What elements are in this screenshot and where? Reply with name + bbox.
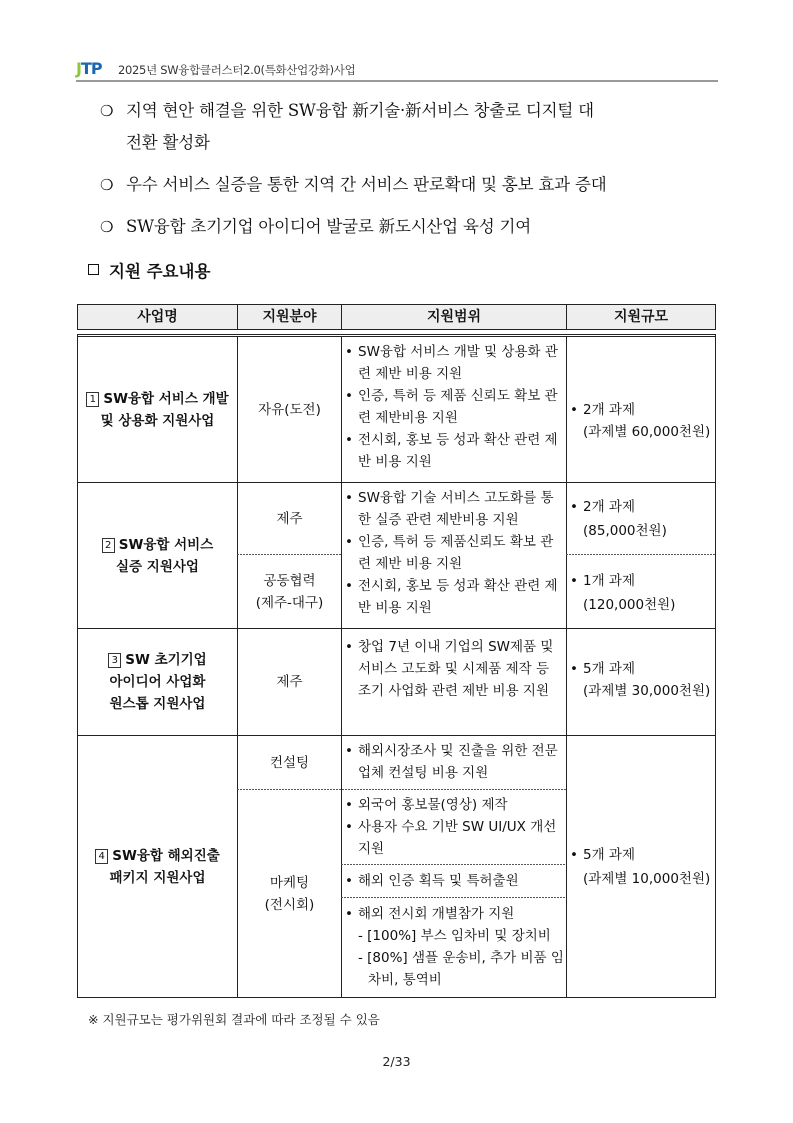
- project-name-cell: 4 SW융합 해외진출 패키지 지원사업: [78, 736, 237, 997]
- col-header-field: 지원분야: [262, 309, 317, 325]
- number-box: 2: [102, 538, 115, 553]
- jtp-logo: JTP: [76, 59, 102, 78]
- scope-cell: • 외국어 홍보물(영상) 제작 • 사용자 수요 기반 SW UI/UX 개선 지원: [344, 794, 566, 860]
- scope-cell: • SW융합 서비스 개발 및 상용화 관련 제반 비용 지원 • 인증, 특허 등 제품 신뢰도 확보 관련 제반비용 지원 • 전시회, 홍보 등 성과 확산 관련 제반 비용 지원: [344, 341, 566, 473]
- objective-item: ❍ 지역 현안 해결을 위한 SW융합 新기술·新서비스 창출로 디지털 대 전환 활성화: [100, 95, 594, 159]
- scale-cell: • 2개 과제 (85,000천원): [569, 496, 717, 542]
- scale-cell: • 5개 과제 (과제별 30,000천원): [569, 658, 717, 702]
- scale-cell: • 5개 과제 (과제별 10,000천원): [569, 844, 717, 890]
- field-cell: 자유(도전): [258, 401, 321, 418]
- project-name-cell: 2 SW융합 서비스 실증 지원사업: [78, 483, 237, 628]
- field-cell: 공동협력 (제주-대구): [255, 572, 324, 611]
- scope-cell: • 창업 7년 이내 기업의 SW제품 및 서비스 고도화 및 시제품 제작 등 조기 사업화 관련 제반 비용 지원: [344, 636, 566, 702]
- number-box: 4: [95, 849, 108, 864]
- col-header-scope: 지원범위: [426, 309, 482, 325]
- field-cell: 제주: [276, 674, 303, 690]
- section-title: 지원 주요내용: [88, 258, 210, 282]
- field-cell: 컨설팅: [269, 754, 310, 771]
- circle-bullet-icon: ❍: [100, 176, 114, 194]
- field-cell: 제주: [276, 510, 303, 527]
- footnote: ※ 지원규모는 평가위원회 결과에 따라 조정될 수 있음: [88, 1012, 380, 1027]
- number-box: 3: [108, 653, 121, 668]
- header-title: 2025년 SW융합클러스터2.0(특화산업강화)사업: [118, 63, 356, 77]
- circle-bullet-icon: ❍: [100, 218, 114, 236]
- scale-cell: • 2개 과제 (과제별 60,000천원): [569, 399, 717, 443]
- scale-cell: • 1개 과제 (120,000천원): [569, 570, 717, 616]
- field-cell: 마케팅 (전시회): [264, 874, 315, 913]
- scope-cell: • 해외시장조사 및 진출을 위한 전문업체 컨설팅 비용 지원: [344, 740, 566, 784]
- page-number: 2/33: [382, 1054, 411, 1069]
- objective-item: ❍ SW융합 초기기업 아이디어 발굴로 新도시산업 육성 기여: [100, 211, 531, 243]
- project-name-cell: 1 SW융합 서비스 개발 및 상용화 지원사업: [78, 337, 237, 482]
- col-header-project: 사업명: [137, 309, 178, 325]
- scope-cell: • 해외 전시회 개별참가 지원 - [100%] 부스 임차비 및 장치비 - [80%] 샘플 운송비, 추가 비품 임차비, 통역비: [344, 903, 566, 991]
- scope-cell: • SW융합 기술 서비스 고도화를 통한 실증 관련 제반비용 지원 • 인증, 특허 등 제품신뢰도 확보 관련 제반 비용 지원 • 전시회, 홍보 등 성과 확산 관련 제반 비용 지원: [344, 487, 566, 619]
- scope-cell: • 해외 인증 획득 및 특허출원: [344, 870, 566, 892]
- objective-item: ❍ 우수 서비스 실증을 통한 지역 간 서비스 판로확대 및 홍보 효과 증대: [100, 169, 606, 201]
- project-name-cell: 3 SW 초기기업 아이디어 사업화 원스톱 지원사업: [109, 652, 207, 712]
- circle-bullet-icon: ❍: [100, 102, 114, 120]
- col-header-scale: 지원규모: [613, 309, 669, 325]
- number-box: 1: [86, 392, 99, 407]
